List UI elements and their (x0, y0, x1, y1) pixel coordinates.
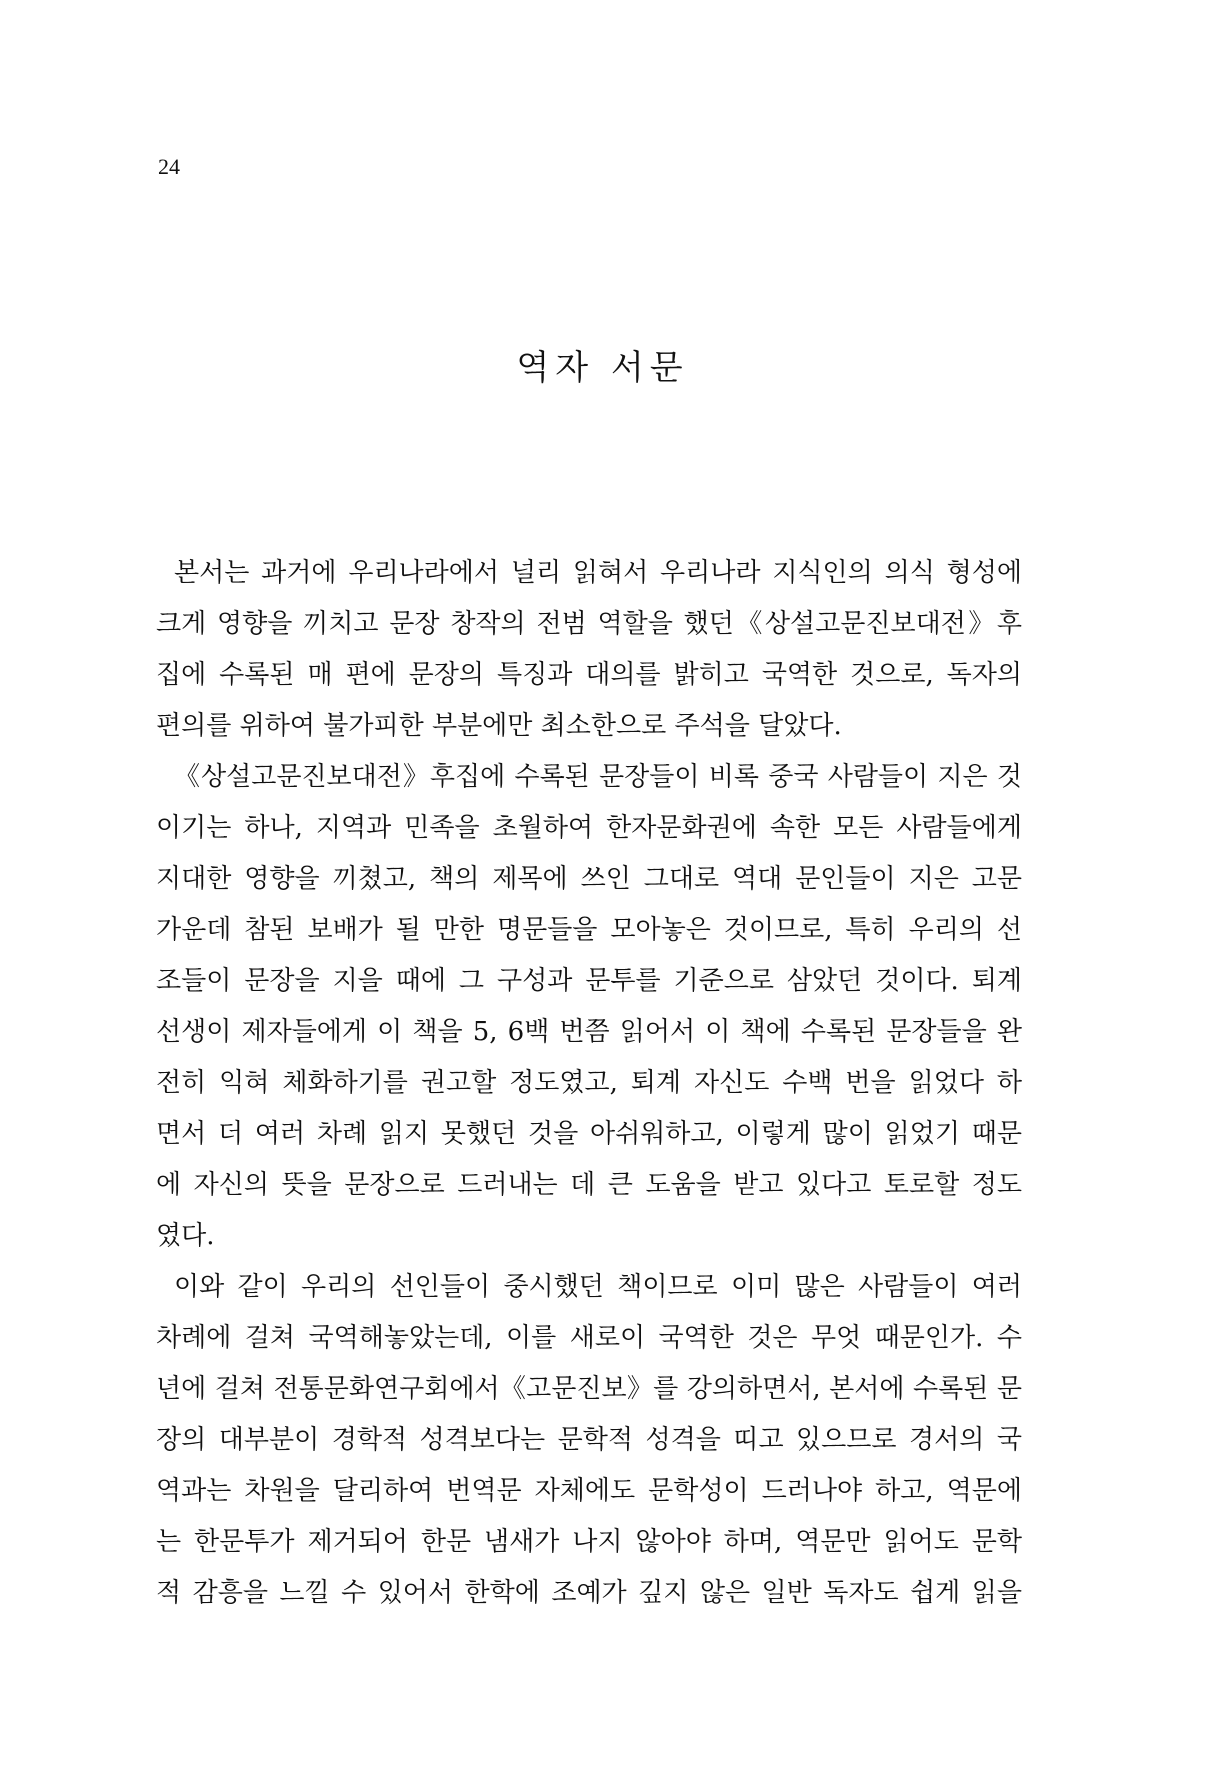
paragraph-line: 이와 같이 우리의 선인들이 중시했던 책이므로 이미 많은 사람들이 여러 (174, 1272, 1022, 1302)
paragraph-line: 가운데 참된 보배가 될 만한 명문들을 모아놓은 것이므로, 특히 우리의 선 (156, 915, 1022, 945)
paragraph-line: 전히 익혀 체화하기를 권고할 정도였고, 퇴계 자신도 수백 번을 읽었다 하 (156, 1068, 1022, 1098)
paragraph-line: 선생이 제자들에게 이 책을 5, 6백 번쯤 읽어서 이 책에 수록된 문장들을 완 (156, 1017, 1022, 1047)
paragraph-line: 면서 더 여러 차례 읽지 못했던 것을 아쉬워하고, 이렇게 많이 읽었기 때문 (156, 1119, 1022, 1149)
paragraph-line: 지대한 영향을 끼쳤고, 책의 제목에 쓰인 그대로 역대 문인들이 지은 고문 (156, 864, 1022, 894)
paragraph-line: 차례에 걸쳐 국역해놓았는데, 이를 새로이 국역한 것은 무엇 때문인가. 수 (156, 1323, 1022, 1353)
paragraph-line: 집에 수록된 매 편에 문장의 특징과 대의를 밝히고 국역한 것으로, 독자의 (156, 660, 1022, 690)
paragraph-line: 역과는 차원을 달리하여 번역문 자체에도 문학성이 드러나야 하고, 역문에 (156, 1476, 1022, 1506)
paragraph-line: 편의를 위하여 불가피한 부분에만 최소한으로 주석을 달았다. (156, 711, 842, 741)
paragraph-line: 였다. (156, 1221, 215, 1251)
paragraph-line: 장의 대부분이 경학적 성격보다는 문학적 성격을 띠고 있으므로 경서의 국 (156, 1425, 1022, 1455)
body-text (156, 556, 1022, 1627)
paragraph-line: 는 한문투가 제거되어 한문 냄새가 나지 않아야 하며, 역문만 읽어도 문학 (156, 1527, 1022, 1557)
paragraph-line: 적 감흥을 느낄 수 있어서 한학에 조예가 깊지 않은 일반 독자도 쉽게 읽을 (156, 1578, 1022, 1608)
paragraph-line: 년에 걸쳐 전통문화연구회에서《고문진보》를 강의하면서, 본서에 수록된 문 (156, 1374, 1022, 1404)
paragraph-line: 크게 영향을 끼치고 문장 창작의 전범 역할을 했던《상설고문진보대전》후 (156, 609, 1022, 639)
page-number: 24 (158, 154, 180, 179)
page-title: 역자 서문 (516, 348, 689, 388)
paragraph-line: 에 자신의 뜻을 문장으로 드러내는 데 큰 도움을 받고 있다고 토로할 정도 (156, 1170, 1022, 1200)
paragraph-line: 조들이 문장을 지을 때에 그 구성과 문투를 기준으로 삼았던 것이다. 퇴계 (156, 966, 1022, 996)
paragraph-line: 본서는 과거에 우리나라에서 널리 읽혀서 우리나라 지식인의 의식 형성에 (174, 558, 1022, 588)
paragraph-line: 《상설고문진보대전》후집에 수록된 문장들이 비록 중국 사람들이 지은 것 (174, 762, 1022, 792)
paragraph-line: 이기는 하나, 지역과 민족을 초월하여 한자문화권에 속한 모든 사람들에게 (156, 813, 1022, 843)
